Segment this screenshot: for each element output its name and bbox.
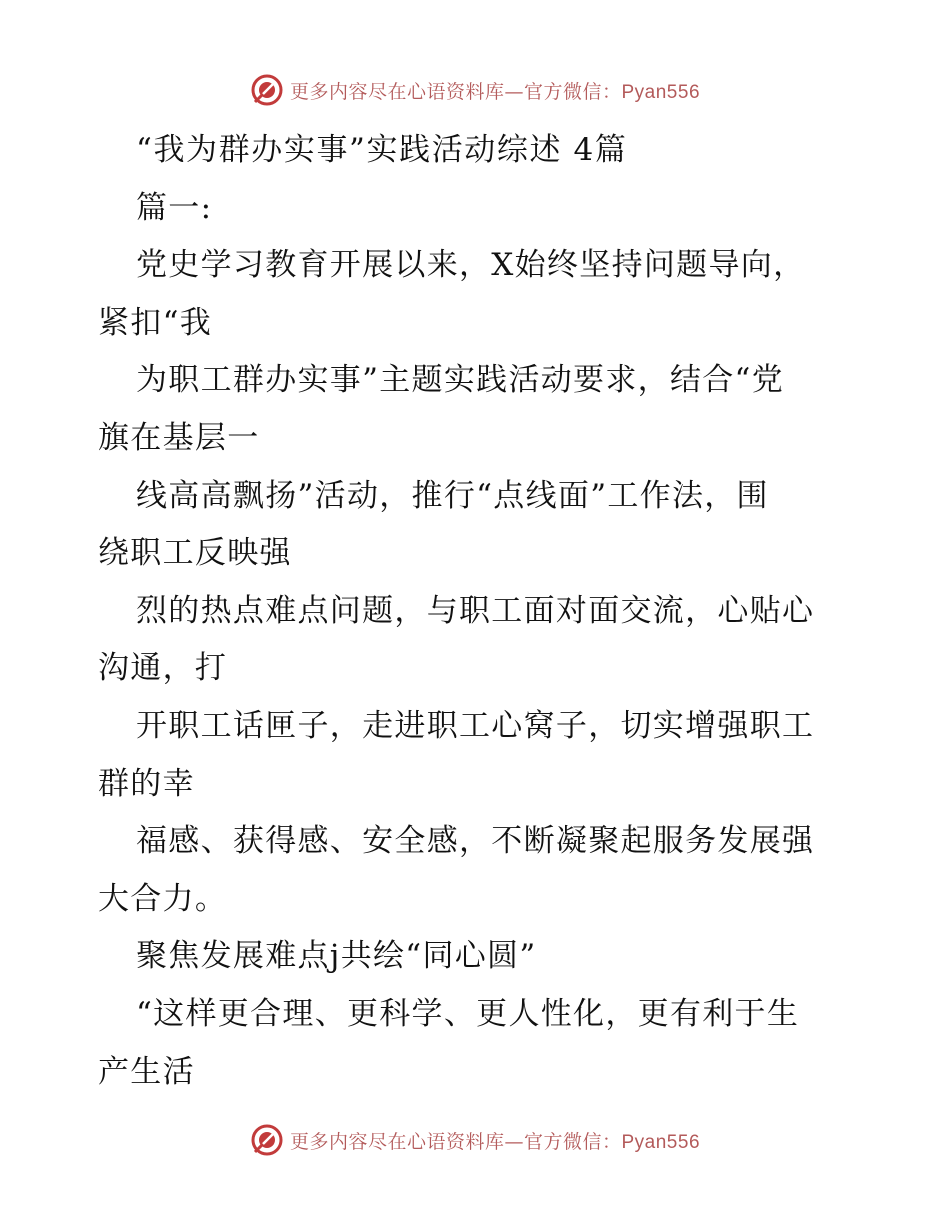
watermark-wechat-id: Pyan556 <box>621 81 701 103</box>
paragraph-line: 旗在基层一 <box>98 419 260 456</box>
section-heading: 篇一: <box>136 189 213 226</box>
paragraph-line: 线高高飘扬”活动，推行“点线面”工作法，围 <box>136 477 769 514</box>
red-circular-logo-icon <box>250 1123 284 1157</box>
subheading-line: 聚焦发展难点j共绘“同心圆” <box>136 938 537 975</box>
paragraph-line: 党史学习教育开展以来，X始终坚持问题导向， <box>136 247 806 284</box>
paragraph-line: 福感、获得感、安全感，不断凝聚起服务发展强 <box>136 823 815 860</box>
watermark-text: 更多内容尽在心语资料库—官方微信：Pyan556 <box>289 80 701 103</box>
paragraph-line: 产生活 <box>98 1053 195 1090</box>
paragraph-line: 烈的热点难点问题，与职工面对面交流，心贴心 <box>136 592 815 629</box>
paragraph-line: 为职工群办实事”主题实践活动要求，结合“党 <box>136 362 784 399</box>
watermark-text: 更多内容尽在心语资料库—官方微信：Pyan556 <box>289 1130 701 1153</box>
paragraph-line: 大合力。 <box>98 880 228 917</box>
document-title: “我为群办实事”实践活动综述 4篇 <box>136 132 628 168</box>
paragraph-line: 沟通，打 <box>98 650 228 687</box>
paragraph-line: “这样更合理、更科学、更人性化，更有利于生 <box>136 995 800 1032</box>
paragraph-line: 绕职工反映强 <box>98 535 292 572</box>
paragraph-line: 紧扣“我 <box>98 304 213 341</box>
document-body <box>98 122 858 1101</box>
header-watermark <box>0 70 950 110</box>
paragraph-line: 开职工话匣子，走进职工心窝子，切实增强职工 <box>136 707 815 744</box>
watermark-wechat-id: Pyan556 <box>621 1131 701 1153</box>
footer-watermark <box>0 1120 950 1160</box>
red-circular-logo-icon <box>250 73 284 107</box>
paragraph-line: 群的幸 <box>98 765 195 802</box>
